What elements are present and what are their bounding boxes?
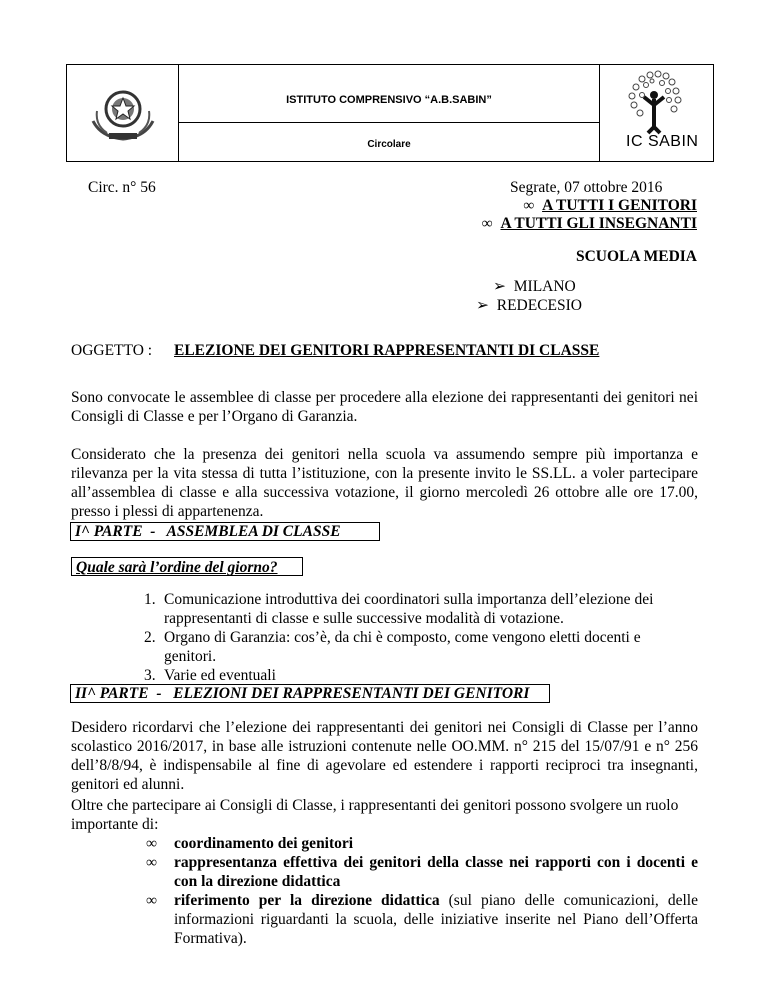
school-level: SCUOLA MEDIA	[575, 248, 697, 265]
agenda-list	[144, 590, 669, 685]
infinity-bullet-icon: ∞	[523, 197, 535, 214]
paragraph-legal-basis: Desidero ricordarvi che l’elezione dei rappresentanti dei genitori nei Consigli di Classe per l’anno scolastico 2016/2017, in base alle istruzioni contenute nelle OO.MM. n° 215 del 15/07/91 e n° 256 dell’8/8/94, è indispensabile al fine di agevolare ed estendere i rapporti reciproci tra insegnanti, genitori ed alunni.	[71, 719, 698, 793]
recipient-label: A TUTTI I GENITORI	[542, 197, 697, 214]
location-label: REDECESIO	[496, 297, 582, 314]
letterhead	[66, 64, 714, 162]
header-title-cell	[179, 65, 600, 161]
infinity-bullet-icon: ∞	[481, 215, 493, 232]
list-item	[144, 590, 669, 628]
date-line: Segrate, 07 ottobre 2016	[510, 179, 663, 196]
list-item	[146, 834, 698, 853]
italian-republic-emblem-icon	[87, 81, 159, 143]
list-text: Organo di Garanzia: cos’è, da chi è composto, come vengono eletti docenti e genitori.	[164, 629, 641, 665]
recipient-parents	[480, 196, 697, 215]
infinity-bullet-icon: ∞	[146, 854, 158, 871]
role-title: riferimento per la direzione didattica	[174, 892, 440, 909]
part-two-heading: II^ PARTE - ELEZIONI DEI RAPPRESENTANTI DEI GENITORI	[70, 684, 550, 703]
list-number: 2.	[144, 629, 156, 646]
list-item	[146, 853, 698, 891]
paragraph-invitation: Considerato che la presenza dei genitori nella scuola va assumendo sempre più importanza e rilevanza per la vita stessa di tutta l’istituzione, con la presente invito le SS.LL. a voler partecipare all’assemblea di classe e alla successiva votazione, il giorno mercoledì 26 ottobre alle ore 17.00, presso i plessi di appartenenza.	[71, 446, 698, 520]
subject-text: ELEZIONE DEI GENITORI RAPPRESENTANTI DI CLASSE	[174, 342, 600, 359]
header-divider	[179, 122, 599, 123]
list-item	[146, 891, 698, 948]
paragraph-roles-intro: Oltre che partecipare ai Consigli di Classe, i rappresentanti dei genitori possono svolgere un ruolo importante di:	[71, 797, 679, 833]
circular-number: Circ. n° 56	[88, 179, 156, 196]
location-item	[476, 296, 582, 315]
list-number: 3.	[144, 667, 156, 684]
list-text: Varie ed eventuali	[164, 667, 276, 684]
part-one-heading: I^ PARTE - ASSEMBLEA DI CLASSE	[70, 522, 380, 541]
tree-logo-icon	[622, 69, 692, 135]
role-title: coordinamento dei genitori	[174, 835, 354, 852]
list-text: Comunicazione introduttiva dei coordinatori sulla importanza dell’elezione dei rappresentanti di classe e sulle successive modalità di votazione.	[164, 591, 654, 627]
role-description: (sul piano delle comunicazioni, delle informazioni riguardanti la scuola, delle iniziative inserite nel Piano dell’Offerta Formativa).	[174, 892, 698, 947]
recipient-teachers	[440, 214, 697, 233]
infinity-bullet-icon: ∞	[146, 892, 158, 909]
role-title: rappresentanza effettiva dei genitori della classe nei rapporti con i docenti e con la direzione didattica	[174, 854, 698, 890]
arrow-bullet-icon: ➢	[476, 297, 489, 314]
subject-label: OGGETTO :	[71, 342, 153, 359]
arrow-bullet-icon: ➢	[493, 278, 506, 295]
agenda-question: Quale sarà l’ordine del giorno?	[71, 557, 303, 576]
list-item	[144, 666, 669, 685]
roles-list	[146, 834, 698, 948]
list-number: 1.	[144, 591, 156, 608]
emblem-cell	[67, 65, 179, 161]
recipient-label: A TUTTI GLI INSEGNANTI	[500, 215, 697, 232]
list-item	[144, 628, 669, 666]
document-type: Circolare	[367, 139, 411, 150]
school-name: ISTITUTO COMPRENSIVO “A.B.SABIN”	[286, 94, 492, 106]
logo-text: IC SABIN	[626, 133, 699, 150]
location-label: MILANO	[513, 278, 576, 295]
infinity-bullet-icon: ∞	[146, 835, 158, 852]
paragraph-convocation: Sono convocate le assemblee di classe per procedere alla elezione dei rappresentanti dei genitori nei Consigli di Classe e per l’Organo di Garanzia.	[71, 389, 698, 425]
school-logo	[600, 65, 713, 161]
location-item	[493, 277, 576, 296]
